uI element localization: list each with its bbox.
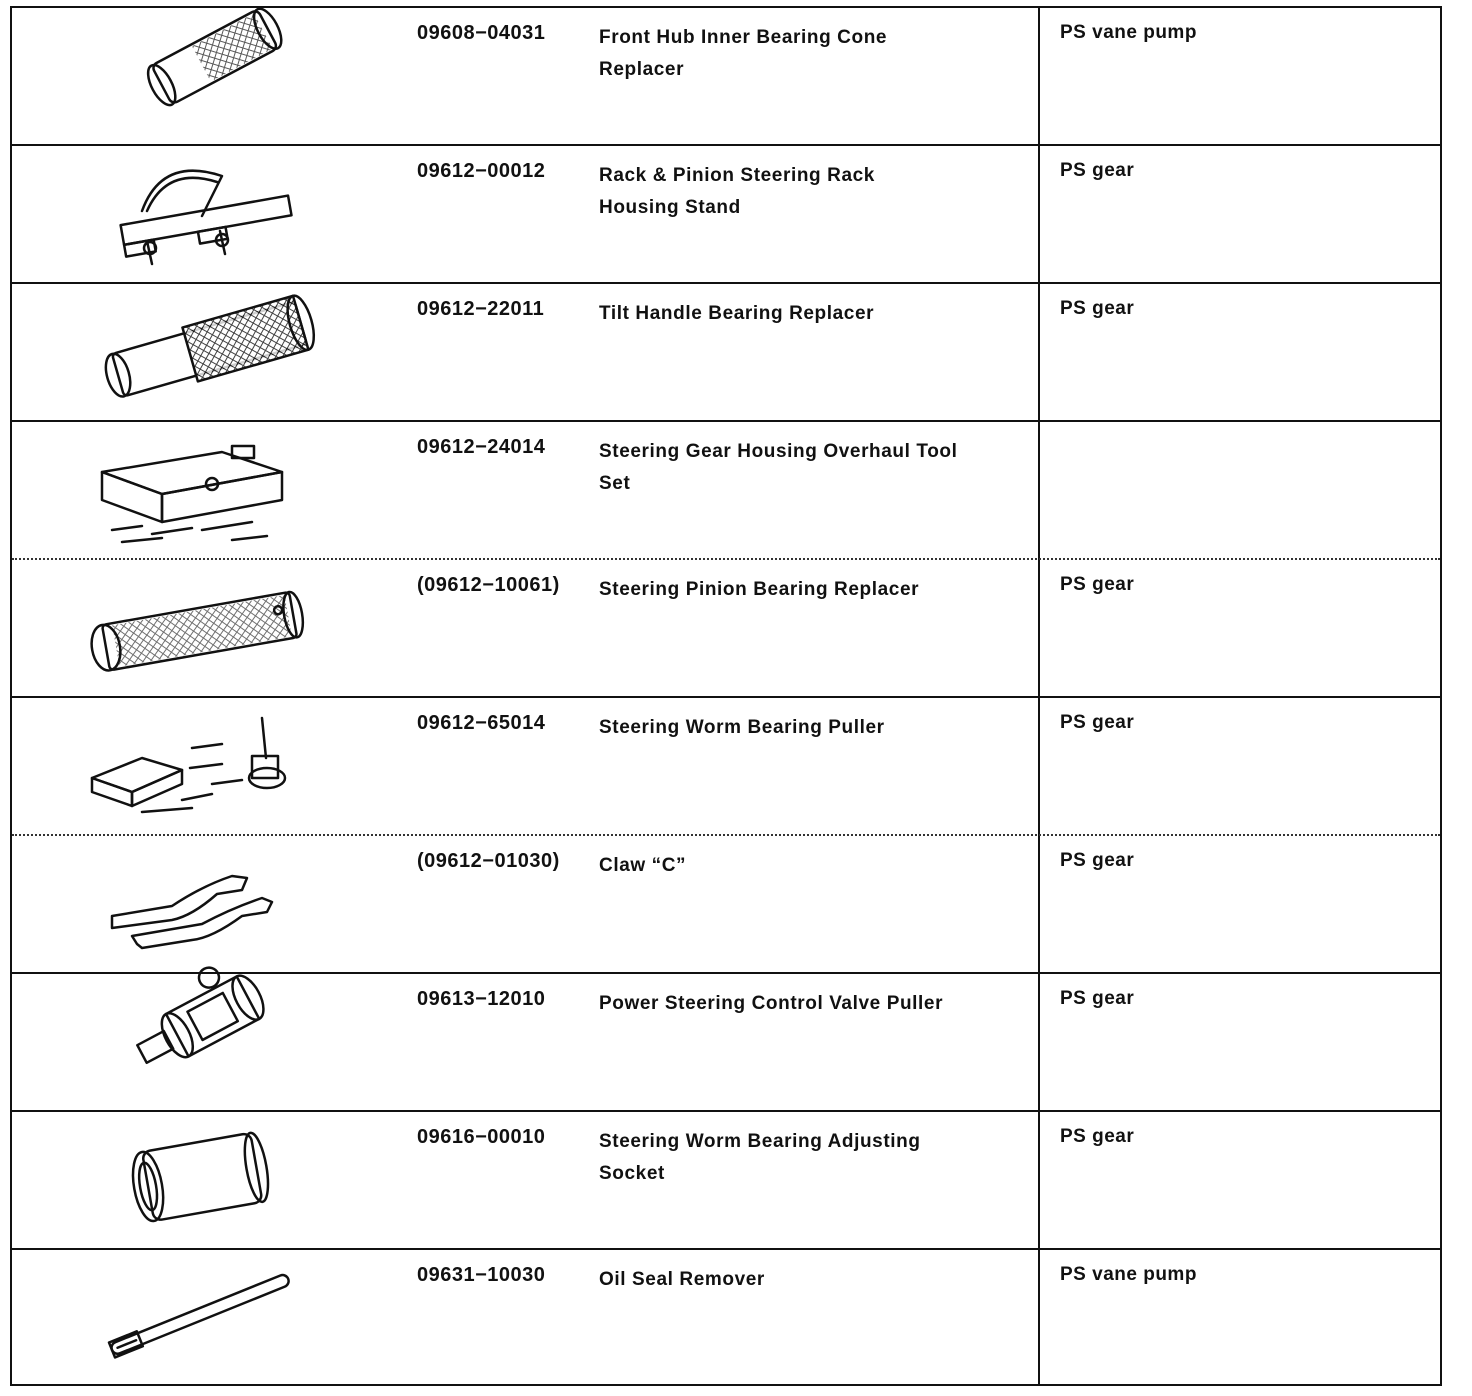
overhaul-tool-set-icon: [82, 432, 322, 550]
tool-name: Steering Gear Housing Overhaul Tool Set: [599, 441, 958, 494]
tool-name: Steering Worm Bearing Puller: [599, 717, 885, 738]
table-row: [12, 422, 1440, 560]
part-number: 09612−65014: [417, 712, 546, 734]
table-row: [12, 560, 1440, 698]
table-row: [12, 1112, 1440, 1250]
tool-name: Steering Pinion Bearing Replacer: [599, 579, 920, 600]
part-number: 09612−24014: [417, 436, 546, 458]
application: PS vane pump: [1060, 1264, 1197, 1285]
tool-name: Steering Worm Bearing Adjusting Socket: [599, 1131, 921, 1184]
table-row: [12, 698, 1440, 836]
special-service-tools-table: [10, 6, 1442, 1386]
tool-name: Front Hub Inner Bearing Cone Replacer: [599, 27, 888, 80]
bearing-cone-replacer-icon: [82, 18, 322, 136]
tilt-handle-bearing-replacer-icon: [82, 294, 322, 412]
application: PS gear: [1060, 712, 1135, 733]
application: PS gear: [1060, 160, 1135, 181]
application: PS gear: [1060, 850, 1135, 871]
tool-name: Rack & Pinion Steering Rack Housing Stand: [599, 165, 875, 218]
part-number: 09613−12010: [417, 988, 546, 1010]
table-row: [12, 836, 1440, 974]
claw-c-icon: [82, 846, 322, 964]
part-number: 09612−00012: [417, 160, 546, 182]
tool-name: Claw “C”: [599, 855, 687, 876]
table-row: [12, 974, 1440, 1112]
table-row: [12, 284, 1440, 422]
application: PS vane pump: [1060, 22, 1197, 43]
part-number: 09616−00010: [417, 1126, 546, 1148]
table-row: [12, 1250, 1440, 1388]
worm-bearing-puller-icon: [82, 708, 322, 826]
application: PS gear: [1060, 298, 1135, 319]
adjusting-socket-icon: [82, 1122, 322, 1240]
tool-name: Power Steering Control Valve Puller: [599, 993, 944, 1014]
tool-name: Oil Seal Remover: [599, 1269, 765, 1290]
tool-name: Tilt Handle Bearing Replacer: [599, 303, 875, 324]
part-number: 09612−22011: [417, 298, 545, 320]
application: PS gear: [1060, 988, 1135, 1009]
part-number: (09612−10061): [417, 574, 560, 596]
oil-seal-remover-icon: [82, 1260, 322, 1378]
application: PS gear: [1060, 1126, 1135, 1147]
table-row: [12, 146, 1440, 284]
application: PS gear: [1060, 574, 1135, 595]
part-number: (09612−01030): [417, 850, 560, 872]
part-number: 09631−10030: [417, 1264, 546, 1286]
rack-housing-stand-icon: [82, 156, 322, 274]
pinion-bearing-replacer-icon: [82, 570, 322, 688]
table-row: [12, 8, 1440, 146]
part-number: 09608−04031: [417, 22, 546, 44]
control-valve-puller-icon: [82, 984, 322, 1102]
